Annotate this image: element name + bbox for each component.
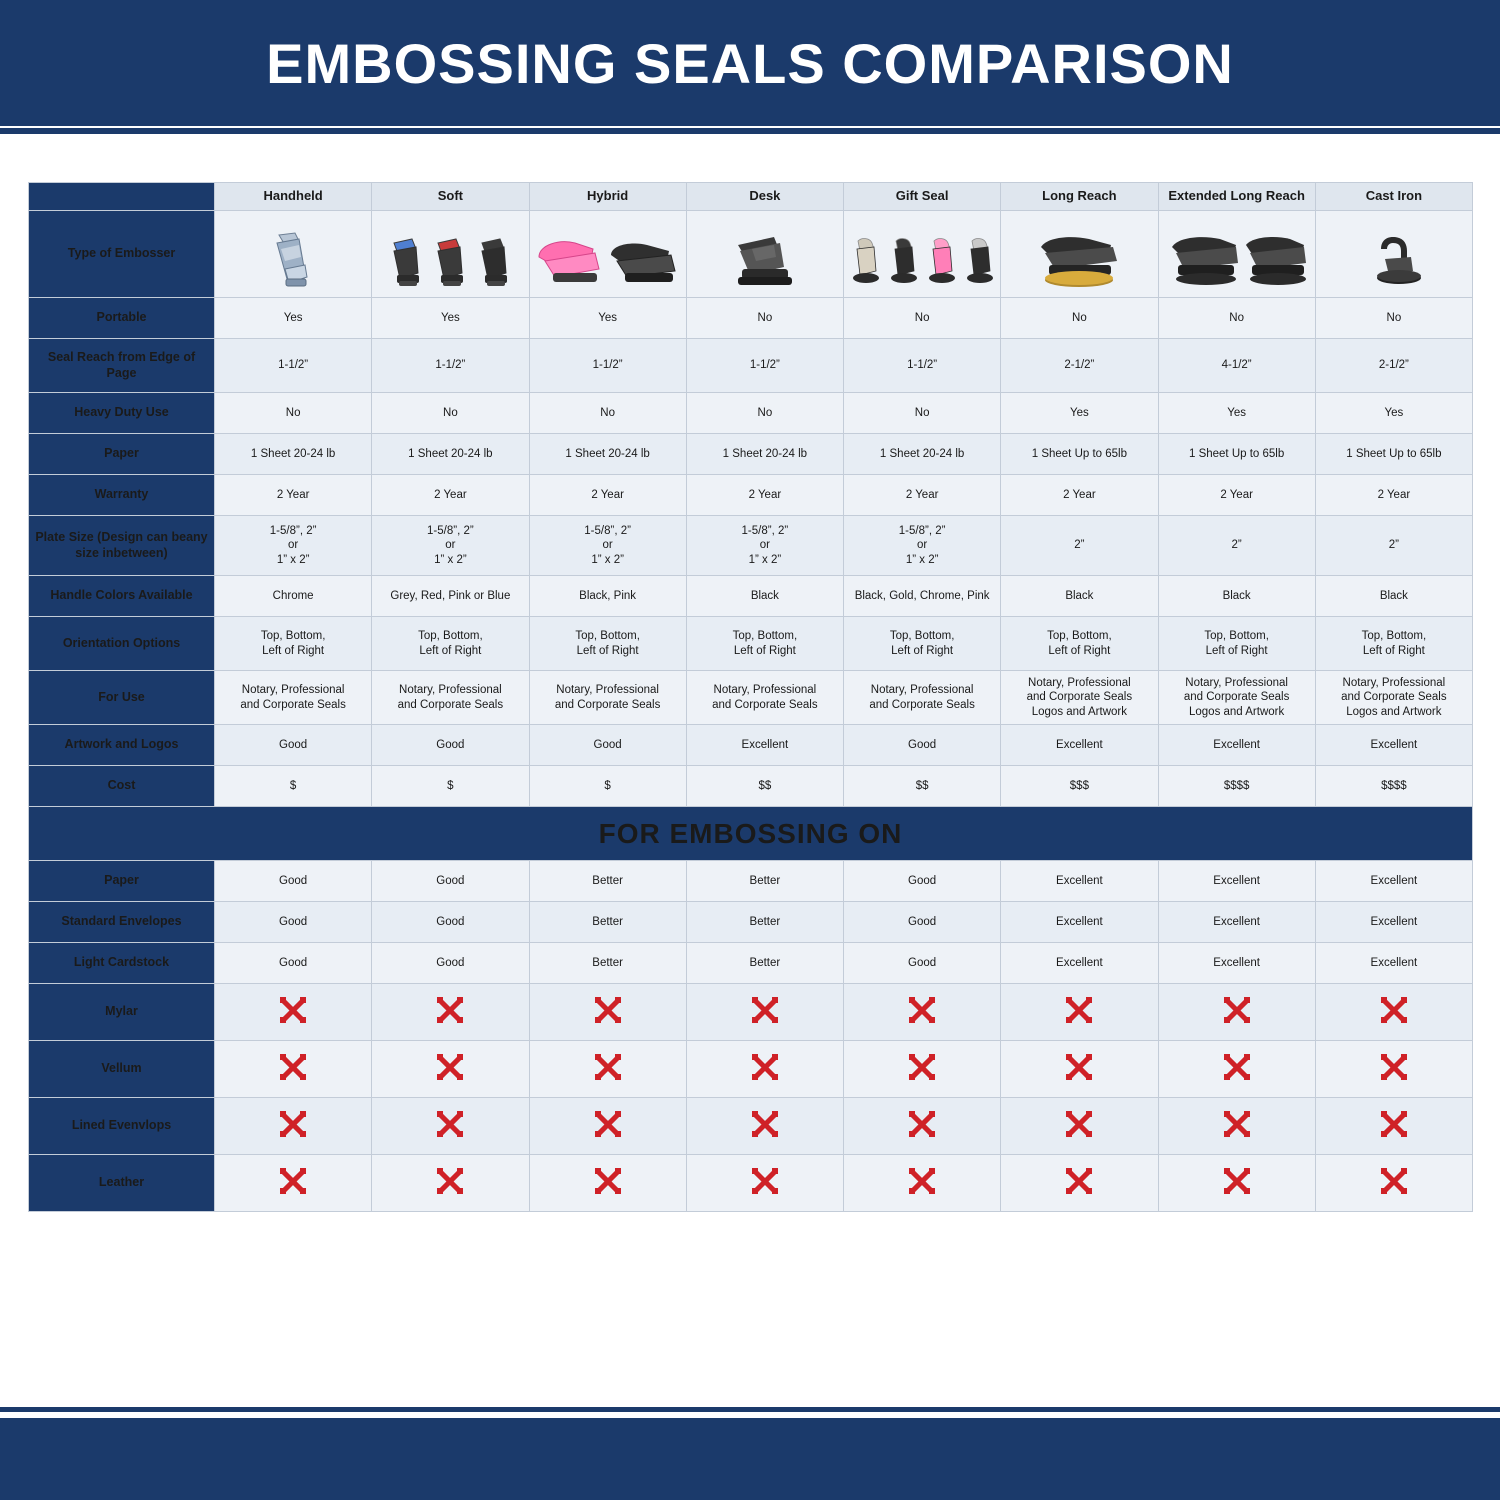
embossing-cell-r1-c2: Better [529, 902, 686, 943]
cell-r10-c7: Excellent [1315, 725, 1472, 766]
cell-r2-c4: 1-1/2” [844, 339, 1001, 393]
x-mark-icon [595, 1054, 621, 1080]
row-label-orientation-options: Orientation Options [29, 617, 215, 671]
cell-r5-c6: 2 Year [1158, 475, 1315, 516]
cell-r10-c4: Good [844, 725, 1001, 766]
table-corner-cell [29, 183, 215, 211]
embossing-cell-r2-c7: Excellent [1315, 943, 1472, 984]
cell-r4-c0: 1 Sheet 20-24 lb [215, 434, 372, 475]
cell-r1-c5: No [1001, 298, 1158, 339]
embossing-cell-r6-c0 [215, 1155, 372, 1212]
table-row [29, 617, 1473, 671]
cell-r8-c6: Top, Bottom, Left of Right [1158, 617, 1315, 671]
embossing-cell-r3-c7 [1315, 984, 1472, 1041]
x-mark-icon [280, 1054, 306, 1080]
cell-r11-c0: $ [215, 766, 372, 807]
x-mark-icon [909, 1111, 935, 1137]
embossing-cell-r4-c7 [1315, 1041, 1472, 1098]
embossing-cell-r6-c7 [1315, 1155, 1472, 1212]
column-header-6: Extended Long Reach [1158, 183, 1315, 211]
cell-r8-c5: Top, Bottom, Left of Right [1001, 617, 1158, 671]
cell-r7-c3: Black [686, 576, 843, 617]
table-row [29, 339, 1473, 393]
embossing-cell-r0-c5: Excellent [1001, 861, 1158, 902]
cell-r2-c6: 4-1/2” [1158, 339, 1315, 393]
cell-r10-c2: Good [529, 725, 686, 766]
x-mark-icon [1381, 1111, 1407, 1137]
cell-r7-c4: Black, Gold, Chrome, Pink [844, 576, 1001, 617]
cell-r4-c4: 1 Sheet 20-24 lb [844, 434, 1001, 475]
footer-band [0, 1418, 1500, 1500]
row-label-plate-size-design-can-beany-size-inbetween: Plate Size (Design can beany size inbetween) [29, 516, 215, 576]
row-label-paper: Paper [29, 434, 215, 475]
embossing-cell-r0-c6: Excellent [1158, 861, 1315, 902]
x-mark-icon [752, 1054, 778, 1080]
embossing-cell-r3-c1 [372, 984, 529, 1041]
cell-r1-c2: Yes [529, 298, 686, 339]
x-mark-icon [595, 1168, 621, 1194]
row-label-handle-colors-available: Handle Colors Available [29, 576, 215, 617]
x-mark-icon [1066, 1054, 1092, 1080]
embossing-cell-r3-c4 [844, 984, 1001, 1041]
cell-r4-c3: 1 Sheet 20-24 lb [686, 434, 843, 475]
cell-r7-c6: Black [1158, 576, 1315, 617]
embossing-cell-r2-c0: Good [215, 943, 372, 984]
cell-r4-c1: 1 Sheet 20-24 lb [372, 434, 529, 475]
cell-r3-c0: No [215, 393, 372, 434]
cell-r9-c1: Notary, Professional and Corporate Seals [372, 671, 529, 725]
cell-r1-c1: Yes [372, 298, 529, 339]
embossing-cell-r5-c5 [1001, 1098, 1158, 1155]
column-header-4: Gift Seal [844, 183, 1001, 211]
cell-r4-c5: 1 Sheet Up to 65lb [1001, 434, 1158, 475]
cell-r6-c2: 1-5/8”, 2” or 1” x 2” [529, 516, 686, 576]
cell-r8-c4: Top, Bottom, Left of Right [844, 617, 1001, 671]
cell-r5-c1: 2 Year [372, 475, 529, 516]
table-row [29, 1098, 1473, 1155]
cell-r9-c3: Notary, Professional and Corporate Seals [686, 671, 843, 725]
x-mark-icon [437, 997, 463, 1023]
embosser-image-cell-0 [215, 211, 372, 298]
row-label-for-use: For Use [29, 671, 215, 725]
comparison-table-body [29, 183, 1473, 1212]
cell-r5-c7: 2 Year [1315, 475, 1472, 516]
comparison-table-wrap [28, 182, 1472, 1212]
cell-r6-c1: 1-5/8”, 2” or 1” x 2” [372, 516, 529, 576]
column-header-3: Desk [686, 183, 843, 211]
table-row [29, 393, 1473, 434]
x-mark-icon [437, 1054, 463, 1080]
x-mark-icon [595, 1111, 621, 1137]
embossing-cell-r5-c3 [686, 1098, 843, 1155]
row-label-vellum: Vellum [29, 1041, 215, 1098]
embossing-cell-r0-c4: Good [844, 861, 1001, 902]
row-label-light-cardstock: Light Cardstock [29, 943, 215, 984]
table-row [29, 943, 1473, 984]
x-mark-icon [752, 1168, 778, 1194]
column-header-0: Handheld [215, 183, 372, 211]
long-reach-embosser-image [1031, 231, 1127, 293]
embossing-cell-r4-c2 [529, 1041, 686, 1098]
footer-divider [0, 1407, 1500, 1412]
embossing-cell-r2-c5: Excellent [1001, 943, 1158, 984]
cell-r5-c0: 2 Year [215, 475, 372, 516]
embossing-cell-r1-c3: Better [686, 902, 843, 943]
row-label-standard-envelopes: Standard Envelopes [29, 902, 215, 943]
row-label-mylar: Mylar [29, 984, 215, 1041]
table-row [29, 984, 1473, 1041]
row-label-seal-reach-from-edge-of-page: Seal Reach from Edge of Page [29, 339, 215, 393]
embossing-cell-r1-c4: Good [844, 902, 1001, 943]
cell-r6-c4: 1-5/8”, 2” or 1” x 2” [844, 516, 1001, 576]
column-header-1: Soft [372, 183, 529, 211]
embossing-cell-r5-c1 [372, 1098, 529, 1155]
table-row [29, 902, 1473, 943]
embossing-cell-r4-c0 [215, 1041, 372, 1098]
cell-r9-c5: Notary, Professional and Corporate Seals Logos and Artwork [1001, 671, 1158, 725]
x-mark-icon [595, 997, 621, 1023]
embossing-cell-r5-c0 [215, 1098, 372, 1155]
desk-embosser-image [730, 231, 800, 293]
embossing-cell-r1-c6: Excellent [1158, 902, 1315, 943]
column-header-2: Hybrid [529, 183, 686, 211]
cell-r2-c2: 1-1/2” [529, 339, 686, 393]
cell-r7-c1: Grey, Red, Pink or Blue [372, 576, 529, 617]
cell-r11-c1: $ [372, 766, 529, 807]
embossing-cell-r3-c0 [215, 984, 372, 1041]
cast-iron-embosser-image [1359, 231, 1429, 293]
cell-r9-c0: Notary, Professional and Corporate Seals [215, 671, 372, 725]
cell-r4-c6: 1 Sheet Up to 65lb [1158, 434, 1315, 475]
cell-r2-c3: 1-1/2” [686, 339, 843, 393]
x-mark-icon [280, 1168, 306, 1194]
handheld-embosser-image [265, 229, 321, 293]
table-row [29, 766, 1473, 807]
x-mark-icon [909, 1054, 935, 1080]
cell-r4-c7: 1 Sheet Up to 65lb [1315, 434, 1472, 475]
x-mark-icon [1224, 1111, 1250, 1137]
cell-r7-c7: Black [1315, 576, 1472, 617]
embossing-cell-r6-c4 [844, 1155, 1001, 1212]
x-mark-icon [1224, 1054, 1250, 1080]
table-row [29, 434, 1473, 475]
cell-r3-c1: No [372, 393, 529, 434]
cell-r11-c2: $ [529, 766, 686, 807]
embossing-cell-r5-c6 [1158, 1098, 1315, 1155]
embossing-cell-r2-c2: Better [529, 943, 686, 984]
x-mark-icon [909, 1168, 935, 1194]
cell-r10-c5: Excellent [1001, 725, 1158, 766]
embossing-cell-r2-c4: Good [844, 943, 1001, 984]
x-mark-icon [280, 997, 306, 1023]
cell-r9-c6: Notary, Professional and Corporate Seals Logos and Artwork [1158, 671, 1315, 725]
cell-r9-c7: Notary, Professional and Corporate Seals Logos and Artwork [1315, 671, 1472, 725]
embossing-cell-r3-c3 [686, 984, 843, 1041]
table-row [29, 475, 1473, 516]
cell-r6-c6: 2” [1158, 516, 1315, 576]
cell-r11-c3: $$ [686, 766, 843, 807]
table-row [29, 861, 1473, 902]
cell-r11-c6: $$$$ [1158, 766, 1315, 807]
x-mark-icon [1381, 1168, 1407, 1194]
embossing-cell-r6-c1 [372, 1155, 529, 1212]
table-row [29, 725, 1473, 766]
cell-r9-c4: Notary, Professional and Corporate Seals [844, 671, 1001, 725]
cell-r7-c2: Black, Pink [529, 576, 686, 617]
cell-r1-c0: Yes [215, 298, 372, 339]
embossing-cell-r1-c1: Good [372, 902, 529, 943]
header-divider [0, 128, 1500, 134]
table-row [29, 671, 1473, 725]
cell-r6-c3: 1-5/8”, 2” or 1” x 2” [686, 516, 843, 576]
embossing-cell-r0-c1: Good [372, 861, 529, 902]
row-label-cost: Cost [29, 766, 215, 807]
cell-r11-c5: $$$ [1001, 766, 1158, 807]
cell-r2-c7: 2-1/2” [1315, 339, 1472, 393]
column-header-5: Long Reach [1001, 183, 1158, 211]
embosser-image-cell-3 [686, 211, 843, 298]
cell-r8-c1: Top, Bottom, Left of Right [372, 617, 529, 671]
x-mark-icon [1066, 1111, 1092, 1137]
embossing-cell-r3-c6 [1158, 984, 1315, 1041]
cell-r7-c0: Chrome [215, 576, 372, 617]
comparison-table [28, 182, 1473, 1212]
embosser-image-cell-7 [1315, 211, 1472, 298]
x-mark-icon [752, 997, 778, 1023]
row-label-lined-evenvlops: Lined Evenvlops [29, 1098, 215, 1155]
table-row [29, 516, 1473, 576]
table-row [29, 298, 1473, 339]
cell-r10-c3: Excellent [686, 725, 843, 766]
column-header-7: Cast Iron [1315, 183, 1472, 211]
row-label-artwork-and-logos: Artwork and Logos [29, 725, 215, 766]
embossing-cell-r0-c0: Good [215, 861, 372, 902]
embossing-cell-r1-c5: Excellent [1001, 902, 1158, 943]
embossing-cell-r5-c2 [529, 1098, 686, 1155]
row-label-leather: Leather [29, 1155, 215, 1212]
row-label-type-of-embosser: Type of Embosser [29, 211, 215, 298]
row-label-heavy-duty-use: Heavy Duty Use [29, 393, 215, 434]
embossing-cell-r1-c0: Good [215, 902, 372, 943]
embosser-image-cell-4 [844, 211, 1001, 298]
table-row [29, 1041, 1473, 1098]
cell-r10-c0: Good [215, 725, 372, 766]
section-title-for-embossing-on: FOR EMBOSSING ON [29, 807, 1473, 861]
cell-r6-c5: 2” [1001, 516, 1158, 576]
x-mark-icon [1381, 1054, 1407, 1080]
cell-r8-c2: Top, Bottom, Left of Right [529, 617, 686, 671]
embosser-image-cell-5 [1001, 211, 1158, 298]
section-banner-row [29, 807, 1473, 861]
x-mark-icon [1381, 997, 1407, 1023]
cell-r8-c0: Top, Bottom, Left of Right [215, 617, 372, 671]
embossing-cell-r1-c7: Excellent [1315, 902, 1472, 943]
cell-r1-c6: No [1158, 298, 1315, 339]
extended-long-reach-embosser-image [1166, 231, 1308, 293]
embossing-cell-r0-c7: Excellent [1315, 861, 1472, 902]
cell-r10-c6: Excellent [1158, 725, 1315, 766]
x-mark-icon [1224, 1168, 1250, 1194]
x-mark-icon [437, 1168, 463, 1194]
cell-r5-c4: 2 Year [844, 475, 1001, 516]
x-mark-icon [280, 1111, 306, 1137]
cell-r11-c7: $$$$ [1315, 766, 1472, 807]
embossing-cell-r0-c3: Better [686, 861, 843, 902]
hybrid-embosser-image [533, 235, 683, 293]
table-row [29, 211, 1473, 298]
cell-r8-c7: Top, Bottom, Left of Right [1315, 617, 1472, 671]
cell-r6-c7: 2” [1315, 516, 1472, 576]
cell-r3-c5: Yes [1001, 393, 1158, 434]
x-mark-icon [437, 1111, 463, 1137]
row-label-warranty: Warranty [29, 475, 215, 516]
embossing-cell-r4-c1 [372, 1041, 529, 1098]
cell-r3-c2: No [529, 393, 686, 434]
x-mark-icon [1066, 1168, 1092, 1194]
embossing-cell-r2-c6: Excellent [1158, 943, 1315, 984]
embossing-cell-r6-c3 [686, 1155, 843, 1212]
cell-r8-c3: Top, Bottom, Left of Right [686, 617, 843, 671]
embossing-cell-r4-c5 [1001, 1041, 1158, 1098]
embossing-cell-r4-c6 [1158, 1041, 1315, 1098]
cell-r3-c4: No [844, 393, 1001, 434]
cell-r5-c5: 2 Year [1001, 475, 1158, 516]
x-mark-icon [752, 1111, 778, 1137]
embossing-cell-r5-c7 [1315, 1098, 1472, 1155]
embossing-cell-r6-c6 [1158, 1155, 1315, 1212]
cell-r5-c3: 2 Year [686, 475, 843, 516]
cell-r6-c0: 1-5/8”, 2” or 1” x 2” [215, 516, 372, 576]
embossing-cell-r2-c1: Good [372, 943, 529, 984]
embossing-cell-r0-c2: Better [529, 861, 686, 902]
embosser-image-cell-2 [529, 211, 686, 298]
cell-r11-c4: $$ [844, 766, 1001, 807]
embossing-cell-r6-c2 [529, 1155, 686, 1212]
x-mark-icon [1224, 997, 1250, 1023]
cell-r1-c7: No [1315, 298, 1472, 339]
embosser-image-cell-1 [372, 211, 529, 298]
cell-r1-c3: No [686, 298, 843, 339]
embossing-cell-r4-c4 [844, 1041, 1001, 1098]
table-row [29, 576, 1473, 617]
table-row [29, 1155, 1473, 1212]
cell-r7-c5: Black [1001, 576, 1158, 617]
cell-r2-c1: 1-1/2” [372, 339, 529, 393]
cell-r9-c2: Notary, Professional and Corporate Seals [529, 671, 686, 725]
embossing-cell-r3-c5 [1001, 984, 1158, 1041]
cell-r1-c4: No [844, 298, 1001, 339]
cell-r10-c1: Good [372, 725, 529, 766]
cell-r5-c2: 2 Year [529, 475, 686, 516]
cell-r2-c0: 1-1/2” [215, 339, 372, 393]
row-label-portable: Portable [29, 298, 215, 339]
embossing-cell-r3-c2 [529, 984, 686, 1041]
row-label-paper: Paper [29, 861, 215, 902]
embosser-image-cell-6 [1158, 211, 1315, 298]
table-header-row [29, 183, 1473, 211]
embossing-cell-r6-c5 [1001, 1155, 1158, 1212]
x-mark-icon [909, 997, 935, 1023]
cell-r3-c6: Yes [1158, 393, 1315, 434]
page-title: EMBOSSING SEALS COMPARISON [266, 31, 1234, 95]
cell-r3-c7: Yes [1315, 393, 1472, 434]
embossing-cell-r5-c4 [844, 1098, 1001, 1155]
embossing-cell-r2-c3: Better [686, 943, 843, 984]
cell-r2-c5: 2-1/2” [1001, 339, 1158, 393]
cell-r4-c2: 1 Sheet 20-24 lb [529, 434, 686, 475]
embossing-cell-r4-c3 [686, 1041, 843, 1098]
x-mark-icon [1066, 997, 1092, 1023]
cell-r3-c3: No [686, 393, 843, 434]
